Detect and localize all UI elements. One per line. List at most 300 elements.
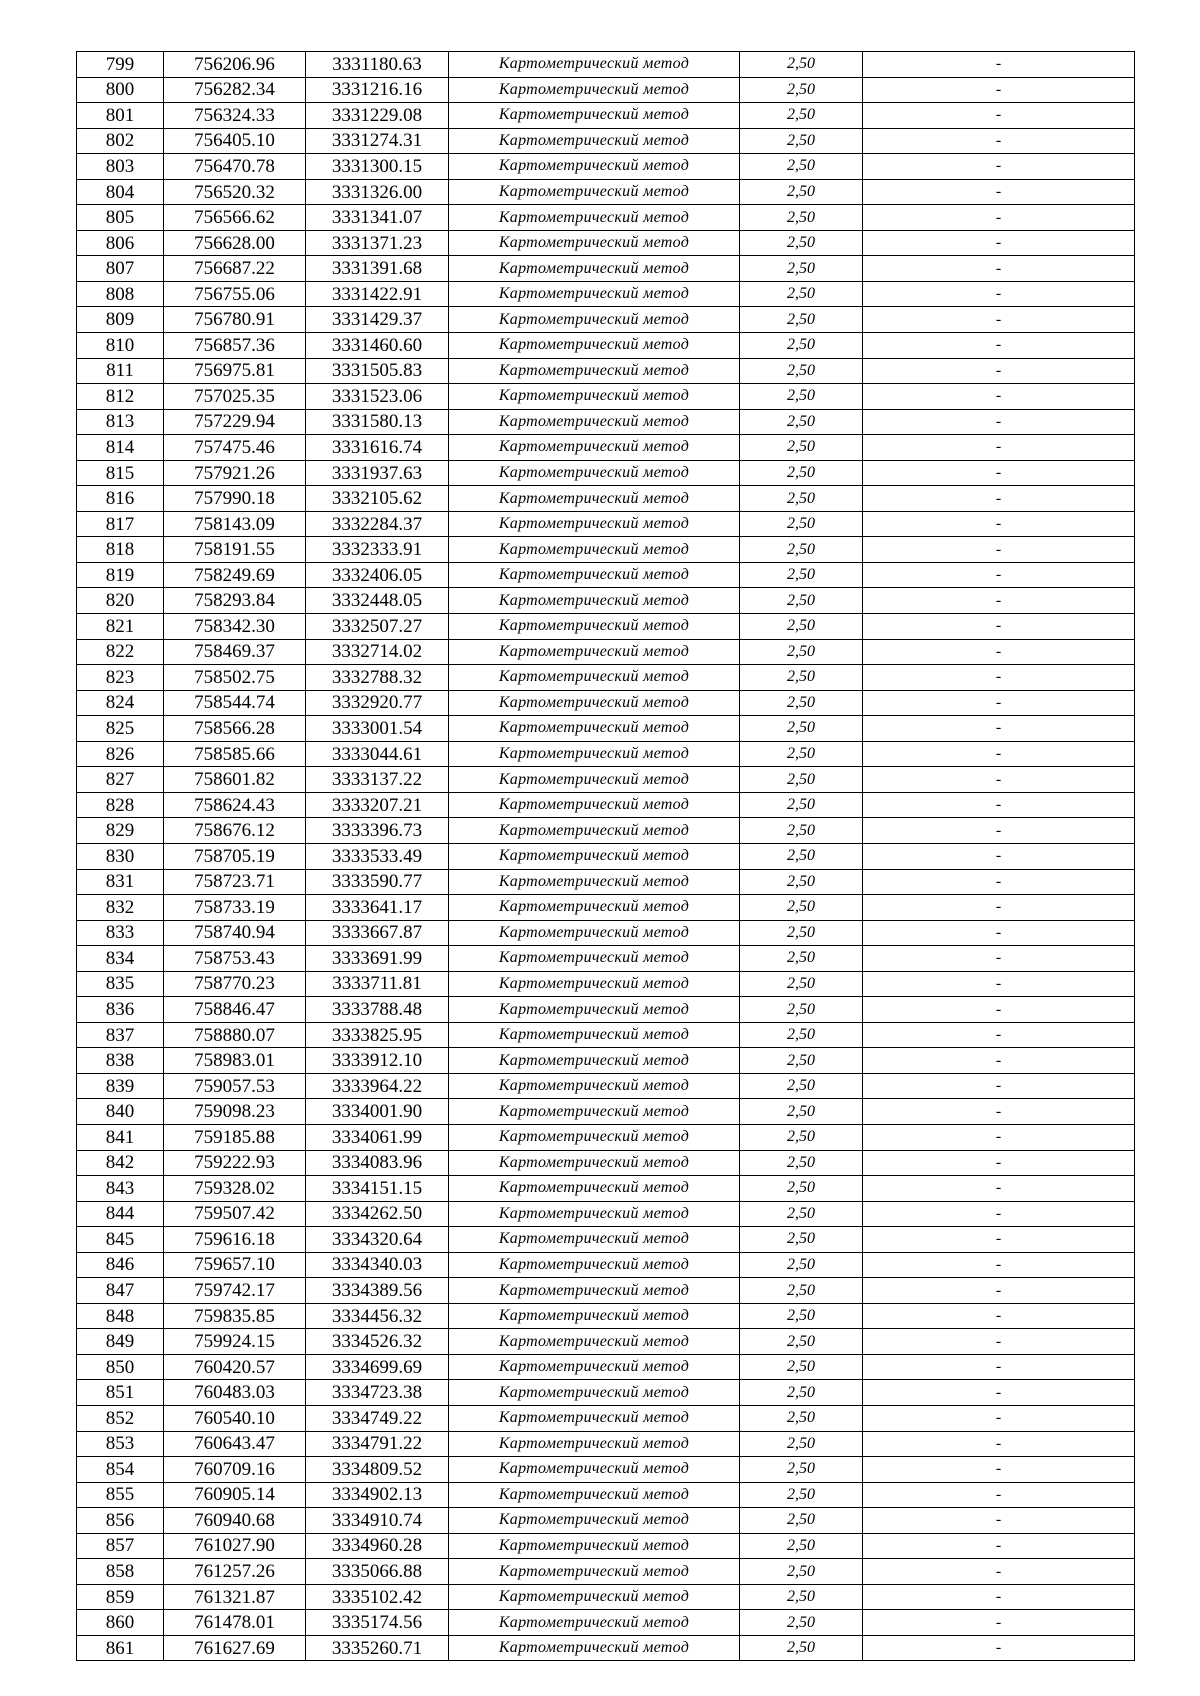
note-cell: - [863, 1124, 1135, 1150]
accuracy-cell: 2,50 [740, 1405, 863, 1431]
method-cell: Картометрический метод [449, 1201, 740, 1227]
y-coordinate-cell: 3332920.77 [306, 690, 449, 716]
point-number-cell: 834 [77, 946, 164, 972]
x-coordinate-cell: 758342.30 [164, 614, 306, 640]
method-cell: Картометрический метод [449, 486, 740, 512]
point-number-cell: 826 [77, 741, 164, 767]
x-coordinate-cell: 759657.10 [164, 1252, 306, 1278]
method-cell: Картометрический метод [449, 741, 740, 767]
table-row [77, 1278, 1135, 1304]
y-coordinate-cell: 3331274.31 [306, 128, 449, 154]
x-coordinate-cell: 758585.66 [164, 741, 306, 767]
point-number-cell: 842 [77, 1150, 164, 1176]
method-cell: Картометрический метод [449, 1584, 740, 1610]
x-coordinate-cell: 756206.96 [164, 52, 306, 78]
accuracy-cell: 2,50 [740, 1329, 863, 1355]
note-cell: - [863, 614, 1135, 640]
point-number-cell: 860 [77, 1610, 164, 1636]
table-row [77, 869, 1135, 895]
y-coordinate-cell: 3335174.56 [306, 1610, 449, 1636]
method-cell: Картометрический метод [449, 511, 740, 537]
accuracy-cell: 2,50 [740, 103, 863, 129]
table-row [77, 460, 1135, 486]
note-cell: - [863, 895, 1135, 921]
table-row [77, 1124, 1135, 1150]
method-cell: Картометрический метод [449, 1252, 740, 1278]
table-row [77, 1073, 1135, 1099]
y-coordinate-cell: 3331429.37 [306, 307, 449, 333]
table-row [77, 1457, 1135, 1483]
method-cell: Картометрический метод [449, 869, 740, 895]
x-coordinate-cell: 758723.71 [164, 869, 306, 895]
point-number-cell: 840 [77, 1099, 164, 1125]
point-number-cell: 821 [77, 614, 164, 640]
x-coordinate-cell: 758846.47 [164, 997, 306, 1023]
method-cell: Картометрический метод [449, 792, 740, 818]
accuracy-cell: 2,50 [740, 205, 863, 231]
y-coordinate-cell: 3334902.13 [306, 1482, 449, 1508]
accuracy-cell: 2,50 [740, 1303, 863, 1329]
method-cell: Картометрический метод [449, 1099, 740, 1125]
accuracy-cell: 2,50 [740, 690, 863, 716]
coordinates-table-body [77, 52, 1135, 1661]
accuracy-cell: 2,50 [740, 1533, 863, 1559]
x-coordinate-cell: 758880.07 [164, 1022, 306, 1048]
x-coordinate-cell: 761027.90 [164, 1533, 306, 1559]
point-number-cell: 805 [77, 205, 164, 231]
method-cell: Картометрический метод [449, 384, 740, 410]
y-coordinate-cell: 3331371.23 [306, 230, 449, 256]
note-cell: - [863, 307, 1135, 333]
note-cell: - [863, 179, 1135, 205]
accuracy-cell: 2,50 [740, 307, 863, 333]
table-row [77, 384, 1135, 410]
table-row [77, 971, 1135, 997]
x-coordinate-cell: 756405.10 [164, 128, 306, 154]
note-cell: - [863, 205, 1135, 231]
note-cell: - [863, 1278, 1135, 1304]
accuracy-cell: 2,50 [740, 1482, 863, 1508]
method-cell: Картометрический метод [449, 281, 740, 307]
table-row [77, 537, 1135, 563]
note-cell: - [863, 1482, 1135, 1508]
accuracy-cell: 2,50 [740, 1354, 863, 1380]
y-coordinate-cell: 3333825.95 [306, 1022, 449, 1048]
note-cell: - [863, 690, 1135, 716]
point-number-cell: 838 [77, 1048, 164, 1074]
x-coordinate-cell: 758249.69 [164, 562, 306, 588]
accuracy-cell: 2,50 [740, 614, 863, 640]
table-row [77, 179, 1135, 205]
accuracy-cell: 2,50 [740, 741, 863, 767]
method-cell: Картометрический метод [449, 1227, 740, 1253]
y-coordinate-cell: 3331937.63 [306, 460, 449, 486]
accuracy-cell: 2,50 [740, 52, 863, 78]
accuracy-cell: 2,50 [740, 1176, 863, 1202]
note-cell: - [863, 333, 1135, 359]
x-coordinate-cell: 761478.01 [164, 1610, 306, 1636]
accuracy-cell: 2,50 [740, 77, 863, 103]
method-cell: Картометрический метод [449, 639, 740, 665]
y-coordinate-cell: 3333590.77 [306, 869, 449, 895]
table-row [77, 1176, 1135, 1202]
point-number-cell: 823 [77, 665, 164, 691]
table-row [77, 1405, 1135, 1431]
note-cell: - [863, 384, 1135, 410]
point-number-cell: 832 [77, 895, 164, 921]
x-coordinate-cell: 759616.18 [164, 1227, 306, 1253]
method-cell: Картометрический метод [449, 1329, 740, 1355]
accuracy-cell: 2,50 [740, 639, 863, 665]
x-coordinate-cell: 758983.01 [164, 1048, 306, 1074]
x-coordinate-cell: 757990.18 [164, 486, 306, 512]
note-cell: - [863, 358, 1135, 384]
method-cell: Картометрический метод [449, 460, 740, 486]
x-coordinate-cell: 760540.10 [164, 1405, 306, 1431]
note-cell: - [863, 52, 1135, 78]
note-cell: - [863, 1533, 1135, 1559]
method-cell: Картометрический метод [449, 665, 740, 691]
accuracy-cell: 2,50 [740, 460, 863, 486]
point-number-cell: 813 [77, 409, 164, 435]
y-coordinate-cell: 3335066.88 [306, 1559, 449, 1585]
point-number-cell: 837 [77, 1022, 164, 1048]
table-row [77, 486, 1135, 512]
method-cell: Картометрический метод [449, 409, 740, 435]
table-row [77, 1099, 1135, 1125]
note-cell: - [863, 281, 1135, 307]
method-cell: Картометрический метод [449, 358, 740, 384]
point-number-cell: 817 [77, 511, 164, 537]
x-coordinate-cell: 759057.53 [164, 1073, 306, 1099]
point-number-cell: 846 [77, 1252, 164, 1278]
accuracy-cell: 2,50 [740, 946, 863, 972]
note-cell: - [863, 154, 1135, 180]
point-number-cell: 843 [77, 1176, 164, 1202]
x-coordinate-cell: 761627.69 [164, 1635, 306, 1661]
table-row [77, 205, 1135, 231]
method-cell: Картометрический метод [449, 1482, 740, 1508]
x-coordinate-cell: 759835.85 [164, 1303, 306, 1329]
table-row [77, 741, 1135, 767]
x-coordinate-cell: 758469.37 [164, 639, 306, 665]
accuracy-cell: 2,50 [740, 1227, 863, 1253]
x-coordinate-cell: 759222.93 [164, 1150, 306, 1176]
point-number-cell: 835 [77, 971, 164, 997]
point-number-cell: 859 [77, 1584, 164, 1610]
accuracy-cell: 2,50 [740, 1457, 863, 1483]
y-coordinate-cell: 3333137.22 [306, 767, 449, 793]
point-number-cell: 854 [77, 1457, 164, 1483]
y-coordinate-cell: 3332105.62 [306, 486, 449, 512]
method-cell: Картометрический метод [449, 1610, 740, 1636]
note-cell: - [863, 818, 1135, 844]
accuracy-cell: 2,50 [740, 895, 863, 921]
note-cell: - [863, 792, 1135, 818]
y-coordinate-cell: 3334456.32 [306, 1303, 449, 1329]
accuracy-cell: 2,50 [740, 716, 863, 742]
point-number-cell: 853 [77, 1431, 164, 1457]
x-coordinate-cell: 758733.19 [164, 895, 306, 921]
note-cell: - [863, 537, 1135, 563]
method-cell: Картометрический метод [449, 1380, 740, 1406]
table-row [77, 77, 1135, 103]
table-row [77, 895, 1135, 921]
point-number-cell: 831 [77, 869, 164, 895]
y-coordinate-cell: 3331341.07 [306, 205, 449, 231]
point-number-cell: 810 [77, 333, 164, 359]
note-cell: - [863, 1354, 1135, 1380]
point-number-cell: 819 [77, 562, 164, 588]
y-coordinate-cell: 3333691.99 [306, 946, 449, 972]
note-cell: - [863, 511, 1135, 537]
y-coordinate-cell: 3332333.91 [306, 537, 449, 563]
point-number-cell: 855 [77, 1482, 164, 1508]
x-coordinate-cell: 756282.34 [164, 77, 306, 103]
coordinates-table [76, 51, 1135, 1661]
x-coordinate-cell: 756687.22 [164, 256, 306, 282]
table-row [77, 562, 1135, 588]
y-coordinate-cell: 3333641.17 [306, 895, 449, 921]
x-coordinate-cell: 756755.06 [164, 281, 306, 307]
accuracy-cell: 2,50 [740, 1278, 863, 1304]
table-row [77, 1022, 1135, 1048]
point-number-cell: 825 [77, 716, 164, 742]
accuracy-cell: 2,50 [740, 792, 863, 818]
table-row [77, 230, 1135, 256]
point-number-cell: 848 [77, 1303, 164, 1329]
method-cell: Картометрический метод [449, 767, 740, 793]
x-coordinate-cell: 758753.43 [164, 946, 306, 972]
point-number-cell: 800 [77, 77, 164, 103]
accuracy-cell: 2,50 [740, 1610, 863, 1636]
note-cell: - [863, 843, 1135, 869]
table-row [77, 665, 1135, 691]
x-coordinate-cell: 757025.35 [164, 384, 306, 410]
accuracy-cell: 2,50 [740, 665, 863, 691]
point-number-cell: 818 [77, 537, 164, 563]
point-number-cell: 828 [77, 792, 164, 818]
accuracy-cell: 2,50 [740, 1508, 863, 1534]
note-cell: - [863, 1150, 1135, 1176]
y-coordinate-cell: 3334723.38 [306, 1380, 449, 1406]
point-number-cell: 833 [77, 920, 164, 946]
x-coordinate-cell: 758293.84 [164, 588, 306, 614]
accuracy-cell: 2,50 [740, 562, 863, 588]
table-row [77, 614, 1135, 640]
table-row [77, 818, 1135, 844]
y-coordinate-cell: 3331391.68 [306, 256, 449, 282]
x-coordinate-cell: 758676.12 [164, 818, 306, 844]
table-row [77, 1252, 1135, 1278]
method-cell: Картометрический метод [449, 230, 740, 256]
table-row [77, 920, 1135, 946]
x-coordinate-cell: 758566.28 [164, 716, 306, 742]
y-coordinate-cell: 3332714.02 [306, 639, 449, 665]
y-coordinate-cell: 3332448.05 [306, 588, 449, 614]
note-cell: - [863, 1252, 1135, 1278]
table-row [77, 1635, 1135, 1661]
y-coordinate-cell: 3331580.13 [306, 409, 449, 435]
x-coordinate-cell: 760643.47 [164, 1431, 306, 1457]
point-number-cell: 808 [77, 281, 164, 307]
accuracy-cell: 2,50 [740, 1150, 863, 1176]
y-coordinate-cell: 3331229.08 [306, 103, 449, 129]
point-number-cell: 839 [77, 1073, 164, 1099]
method-cell: Картометрический метод [449, 1303, 740, 1329]
table-row [77, 103, 1135, 129]
note-cell: - [863, 971, 1135, 997]
table-row [77, 307, 1135, 333]
method-cell: Картометрический метод [449, 435, 740, 461]
note-cell: - [863, 1610, 1135, 1636]
method-cell: Картометрический метод [449, 971, 740, 997]
accuracy-cell: 2,50 [740, 1124, 863, 1150]
point-number-cell: 804 [77, 179, 164, 205]
table-row [77, 1431, 1135, 1457]
table-row [77, 154, 1135, 180]
y-coordinate-cell: 3334699.69 [306, 1354, 449, 1380]
method-cell: Картометрический метод [449, 1635, 740, 1661]
accuracy-cell: 2,50 [740, 409, 863, 435]
method-cell: Картометрический метод [449, 588, 740, 614]
x-coordinate-cell: 761257.26 [164, 1559, 306, 1585]
table-row [77, 588, 1135, 614]
table-row [77, 281, 1135, 307]
note-cell: - [863, 639, 1135, 665]
point-number-cell: 830 [77, 843, 164, 869]
point-number-cell: 850 [77, 1354, 164, 1380]
point-number-cell: 827 [77, 767, 164, 793]
x-coordinate-cell: 759742.17 [164, 1278, 306, 1304]
note-cell: - [863, 1048, 1135, 1074]
x-coordinate-cell: 758705.19 [164, 843, 306, 869]
method-cell: Картометрический метод [449, 843, 740, 869]
note-cell: - [863, 741, 1135, 767]
table-row [77, 690, 1135, 716]
accuracy-cell: 2,50 [740, 767, 863, 793]
note-cell: - [863, 1457, 1135, 1483]
table-row [77, 716, 1135, 742]
accuracy-cell: 2,50 [740, 588, 863, 614]
method-cell: Картометрический метод [449, 946, 740, 972]
method-cell: Картометрический метод [449, 77, 740, 103]
y-coordinate-cell: 3333788.48 [306, 997, 449, 1023]
note-cell: - [863, 230, 1135, 256]
y-coordinate-cell: 3333207.21 [306, 792, 449, 818]
table-row [77, 333, 1135, 359]
note-cell: - [863, 588, 1135, 614]
point-number-cell: 809 [77, 307, 164, 333]
accuracy-cell: 2,50 [740, 435, 863, 461]
point-number-cell: 844 [77, 1201, 164, 1227]
y-coordinate-cell: 3332284.37 [306, 511, 449, 537]
accuracy-cell: 2,50 [740, 128, 863, 154]
note-cell: - [863, 869, 1135, 895]
method-cell: Картометрический метод [449, 1073, 740, 1099]
accuracy-cell: 2,50 [740, 537, 863, 563]
method-cell: Картометрический метод [449, 154, 740, 180]
method-cell: Картометрический метод [449, 1278, 740, 1304]
method-cell: Картометрический метод [449, 1508, 740, 1534]
point-number-cell: 851 [77, 1380, 164, 1406]
x-coordinate-cell: 759924.15 [164, 1329, 306, 1355]
x-coordinate-cell: 756470.78 [164, 154, 306, 180]
y-coordinate-cell: 3334749.22 [306, 1405, 449, 1431]
accuracy-cell: 2,50 [740, 230, 863, 256]
method-cell: Картометрический метод [449, 103, 740, 129]
note-cell: - [863, 128, 1135, 154]
method-cell: Картометрический метод [449, 128, 740, 154]
method-cell: Картометрический метод [449, 716, 740, 742]
note-cell: - [863, 1201, 1135, 1227]
note-cell: - [863, 1405, 1135, 1431]
accuracy-cell: 2,50 [740, 1559, 863, 1585]
note-cell: - [863, 1559, 1135, 1585]
y-coordinate-cell: 3334061.99 [306, 1124, 449, 1150]
method-cell: Картометрический метод [449, 1405, 740, 1431]
accuracy-cell: 2,50 [740, 869, 863, 895]
y-coordinate-cell: 3332507.27 [306, 614, 449, 640]
method-cell: Картометрический метод [449, 307, 740, 333]
y-coordinate-cell: 3335102.42 [306, 1584, 449, 1610]
y-coordinate-cell: 3331300.15 [306, 154, 449, 180]
accuracy-cell: 2,50 [740, 333, 863, 359]
point-number-cell: 861 [77, 1635, 164, 1661]
x-coordinate-cell: 759507.42 [164, 1201, 306, 1227]
table-row [77, 767, 1135, 793]
x-coordinate-cell: 756566.62 [164, 205, 306, 231]
y-coordinate-cell: 3334320.64 [306, 1227, 449, 1253]
x-coordinate-cell: 757475.46 [164, 435, 306, 461]
accuracy-cell: 2,50 [740, 920, 863, 946]
note-cell: - [863, 1508, 1135, 1534]
y-coordinate-cell: 3334262.50 [306, 1201, 449, 1227]
note-cell: - [863, 1431, 1135, 1457]
method-cell: Картометрический метод [449, 256, 740, 282]
note-cell: - [863, 486, 1135, 512]
y-coordinate-cell: 3335260.71 [306, 1635, 449, 1661]
point-number-cell: 799 [77, 52, 164, 78]
y-coordinate-cell: 3334910.74 [306, 1508, 449, 1534]
y-coordinate-cell: 3331505.83 [306, 358, 449, 384]
x-coordinate-cell: 760420.57 [164, 1354, 306, 1380]
x-coordinate-cell: 760905.14 [164, 1482, 306, 1508]
x-coordinate-cell: 756520.32 [164, 179, 306, 205]
accuracy-cell: 2,50 [740, 997, 863, 1023]
y-coordinate-cell: 3334340.03 [306, 1252, 449, 1278]
table-row [77, 1482, 1135, 1508]
method-cell: Картометрический метод [449, 1022, 740, 1048]
x-coordinate-cell: 756324.33 [164, 103, 306, 129]
x-coordinate-cell: 757229.94 [164, 409, 306, 435]
table-row [77, 409, 1135, 435]
method-cell: Картометрический метод [449, 1431, 740, 1457]
point-number-cell: 841 [77, 1124, 164, 1150]
note-cell: - [863, 1176, 1135, 1202]
y-coordinate-cell: 3332406.05 [306, 562, 449, 588]
accuracy-cell: 2,50 [740, 1099, 863, 1125]
x-coordinate-cell: 756975.81 [164, 358, 306, 384]
y-coordinate-cell: 3331180.63 [306, 52, 449, 78]
y-coordinate-cell: 3334526.32 [306, 1329, 449, 1355]
point-number-cell: 852 [77, 1405, 164, 1431]
note-cell: - [863, 997, 1135, 1023]
table-row [77, 1227, 1135, 1253]
y-coordinate-cell: 3334001.90 [306, 1099, 449, 1125]
table-row [77, 1533, 1135, 1559]
point-number-cell: 858 [77, 1559, 164, 1585]
